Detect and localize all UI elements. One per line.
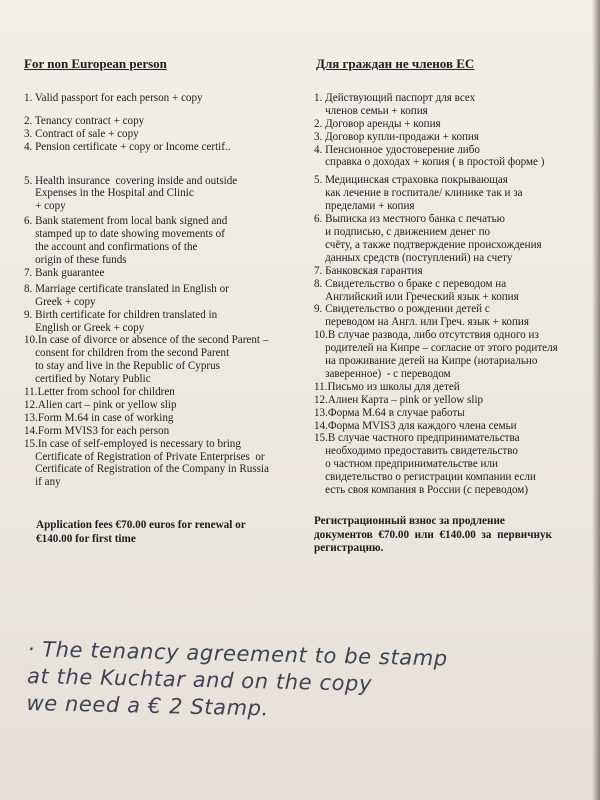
left-column-english [24,58,296,546]
handwritten-line: at the Kuchtar and on the copy [26,663,373,696]
list-item: 3. Contract of sale + copy [24,127,139,140]
registration-fees: Регистрационный взнос за продление документов €70.00 или €140.00 за первичнук регистрацию. [314,515,552,554]
application-fees: Application fees €70.00 euros for renewal or €140.00 for first time [36,519,246,545]
list-item: 11.Письмо из школы для детей [314,380,460,393]
list-item: 15.In case of self-employed is necessary to bring Certificate of Registration of Private Enterprises or Certificate of Registration of the Company in Russia if any [24,437,269,489]
list-item: 4. Pension certificate + copy or Income certif.. [24,140,231,153]
left-heading: For non European person [24,56,167,71]
list-item: 1. Действующий паспорт для всех членов семьи + копия [314,91,476,117]
list-item: 7. Банковская гарантия [314,264,423,277]
right-requirements-list [314,92,590,497]
page-edge-shadow [592,0,600,800]
handwritten-line: we need a € 2 Stamp. [26,690,270,721]
list-item: 6. Bank statement from local bank signed and stamped up to date showing movements of the account and confirmations of the origin of these funds [24,215,228,266]
list-item: 6. Выписка из местного банка с печатью и подписью, с движением денег по счёту, а также подтверждение происхождения данных средств (поступлений) на счету [314,213,542,264]
handwritten-line: · The tenancy agreement to be stamp [27,636,449,671]
list-item: 8. Свидетельство о браке с переводом на Английский или Греческий язык + копия [314,277,519,303]
right-heading: Для граждан не членов ЕС [316,56,475,71]
list-item: 14.Form MVIS3 for each person [24,424,170,437]
list-item: 3. Договор купли-продажи + копия [314,130,479,143]
list-item: 9. Свидетельство о рождении детей с переводом на Англ. или Греч. язык + копия [314,303,529,329]
list-item: 14.Форма MVIS3 для каждого члена семьи [314,419,517,432]
list-item: 5. Медицинская страховка покрывающая как лечение в госпитале/ клинике так и за пределами + копия [314,174,523,213]
list-item: 1. Valid passport for each person + copy [24,91,203,104]
list-item: 10.В случае развода, либо отсутствия одного из родителей на Кипре – согласие от этого родителя на проживание детей на Кипре (нотариально заверенное) - с переводом [314,329,558,380]
list-item: 9. Birth certificate for children translated in English or Greek + copy [24,308,218,334]
list-item: 7. Bank guarantee [24,266,105,279]
list-item: 15.В случае частного предпринимательства необходимо предоставить свидетельство о частном предпринимательстве или свидетельство о регистрации компании если есть своя компания в России (с переводом) [314,432,536,497]
list-item: 10.In case of divorce or absence of the second Parent – consent for children from the second Parent to stay and live in the Republic of Cyprus certified by Notary Public [24,334,269,386]
list-item: 13.Form M.64 in case of working [24,411,174,424]
right-column-russian [314,58,590,556]
list-item: 12.Alien cart – pink or yellow slip [24,398,177,411]
left-requirements-list [24,92,296,489]
list-item: 5. Health insurance covering inside and outside Expenses in the Hospital and Clinic + copy [24,174,238,213]
list-item: 13.Форма M.64 в случае работы [314,406,465,419]
list-item: 2. Договор аренды + копия [314,117,441,130]
handwritten-note [26,636,588,730]
list-item: 4. Пенсионное удостоверение либо справка о доходах + копия ( в простой форме ) [314,143,545,169]
list-item: 11.Letter from school for children [24,386,175,399]
list-item: 8. Marriage certificate translated in English or Greek + copy [24,282,229,308]
list-item: 2. Tenancy contract + copy [24,114,145,127]
list-item: 12.Алиен Карта – pink or yellow slip [314,393,484,406]
